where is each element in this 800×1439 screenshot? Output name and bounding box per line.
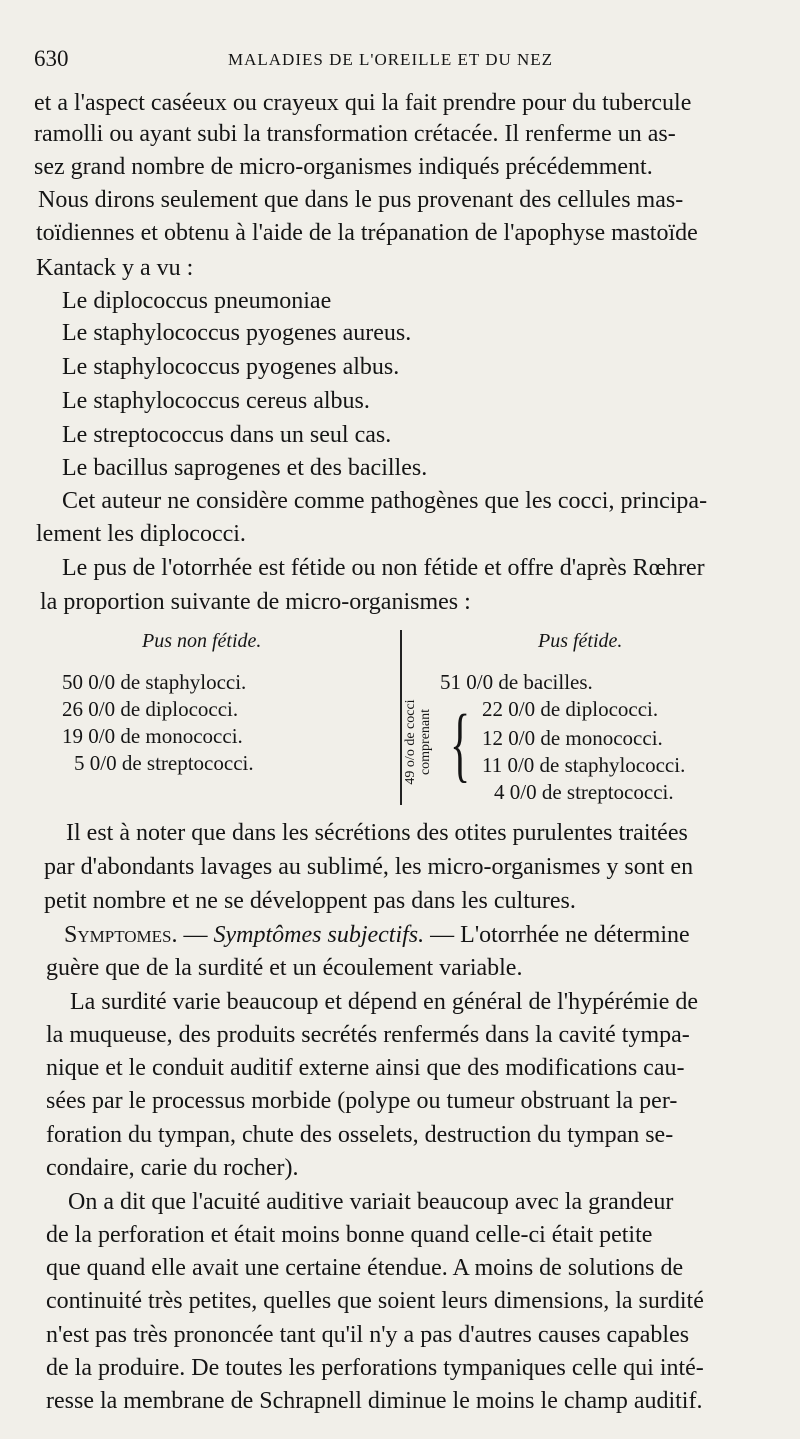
table-row: 5 0/0 de streptococci. (74, 751, 254, 775)
text-line: toïdiennes et obtenu à l'aide de la trépanation de l'apophyse mastoïde (36, 220, 698, 246)
running-title: MALADIES DE L'OREILLE ET DU NEZ (228, 50, 554, 69)
list-item: Le staphylococcus cereus albus. (62, 388, 370, 414)
text-line: et a l'aspect caséeux ou crayeux qui la fait prendre pour du tubercule (34, 90, 692, 116)
text-line: par d'abondants lavages au sublimé, les micro-organismes y sont en (44, 854, 694, 880)
text-line: que quand elle avait une certaine étendue. A moins de solutions de (46, 1255, 684, 1281)
text-line: La surdité varie beaucoup et dépend en général de l'hypérémie de (70, 989, 699, 1015)
text-line: n'est pas très prononcée tant qu'il n'y a pas d'autres causes capables (46, 1322, 690, 1348)
text-line: resse la membrane de Schrapnell diminue le moins le champ auditif. (46, 1388, 703, 1414)
table-row: 4 0/0 de streptococci. (494, 780, 674, 804)
text-line: guère que de la surdité et un écoulement variable. (46, 955, 523, 981)
table-row: 50 0/0 de staphylocci. (62, 670, 247, 694)
text-line: la muqueuse, des produits secrétés renfermés dans la cavité tympa- (46, 1022, 690, 1048)
list-item: Le staphylococcus pyogenes aureus. (62, 320, 412, 346)
text-line: de la produire. De toutes les perforations tympaniques celle qui inté- (46, 1355, 704, 1381)
table-title-right: Pus fétide. (538, 630, 623, 652)
section-subheading: Symptômes subjectifs. (213, 922, 425, 948)
list-item: Le diplococcus pneumoniae (62, 288, 332, 314)
text-line (64, 920, 690, 950)
page-number: 630 (34, 46, 69, 71)
text-line: continuité très petites, quelles que soient leurs dimensions, la surdité (46, 1288, 704, 1314)
text-line: On a dit que l'acuité auditive variait beaucoup avec la grandeur (68, 1189, 674, 1215)
vertical-label-line: 49 o/o de cocci (403, 699, 418, 785)
text-line: la proportion suivante de micro-organismes : (40, 589, 471, 615)
text-line: sez grand nombre de micro-organismes indiqués précédemment. (34, 154, 653, 180)
list-item: Le staphylococcus pyogenes albus. (62, 354, 400, 380)
em-dash: — (183, 922, 208, 948)
text-line: Il est à noter que dans les sécrétions des otites purulentes traitées (66, 820, 688, 846)
table-title-left: Pus non fétide. (142, 630, 262, 652)
text-line: Kantack y a vu : (36, 255, 194, 281)
text-line: Le pus de l'otorrhée est fétide ou non fétide et offre d'après Rœhrer (62, 555, 705, 581)
column-divider (400, 630, 402, 805)
text-line: — L'otorrhée ne détermine (430, 922, 690, 948)
table-row: 11 0/0 de staphylococci. (482, 753, 686, 777)
text-line: de la perforation et était moins bonne quand celle-ci était petite (46, 1222, 653, 1248)
text-line: Cet auteur ne considère comme pathogènes que les cocci, principa- (62, 488, 708, 514)
text-line: nique et le conduit auditif externe ainsi que des modifications cau- (46, 1055, 685, 1081)
table-row: 51 0/0 de bacilles. (440, 670, 593, 694)
section-heading: Symptomes. (64, 922, 178, 948)
text-line: lement les diplococci. (36, 521, 246, 547)
text-line: ramolli ou ayant subi la transformation crétacée. Il renferme un as- (34, 121, 676, 147)
text-line: foration du tympan, chute des osselets, destruction du tympan se- (46, 1122, 674, 1148)
text-line: petit nombre et ne se développent pas dans les cultures. (44, 888, 576, 914)
text-line: Nous dirons seulement que dans le pus provenant des cellules mas- (38, 187, 684, 213)
brace: { (450, 698, 471, 791)
table-row: 26 0/0 de diplococci. (62, 697, 239, 721)
table-row: 12 0/0 de monococci. (482, 726, 663, 750)
table-row: 22 0/0 de diplococci. (482, 697, 659, 721)
text-line: sées par le processus morbide (polype ou tumeur obstruant la per- (46, 1088, 678, 1114)
text-line: condaire, carie du rocher). (46, 1155, 299, 1181)
list-item: Le streptococcus dans un seul cas. (62, 422, 392, 448)
vertical-label-line: comprenant (418, 708, 433, 776)
vertical-label (403, 699, 433, 784)
table-row: 19 0/0 de monococci. (62, 724, 243, 748)
list-item: Le bacillus saprogenes et des bacilles. (62, 455, 428, 481)
